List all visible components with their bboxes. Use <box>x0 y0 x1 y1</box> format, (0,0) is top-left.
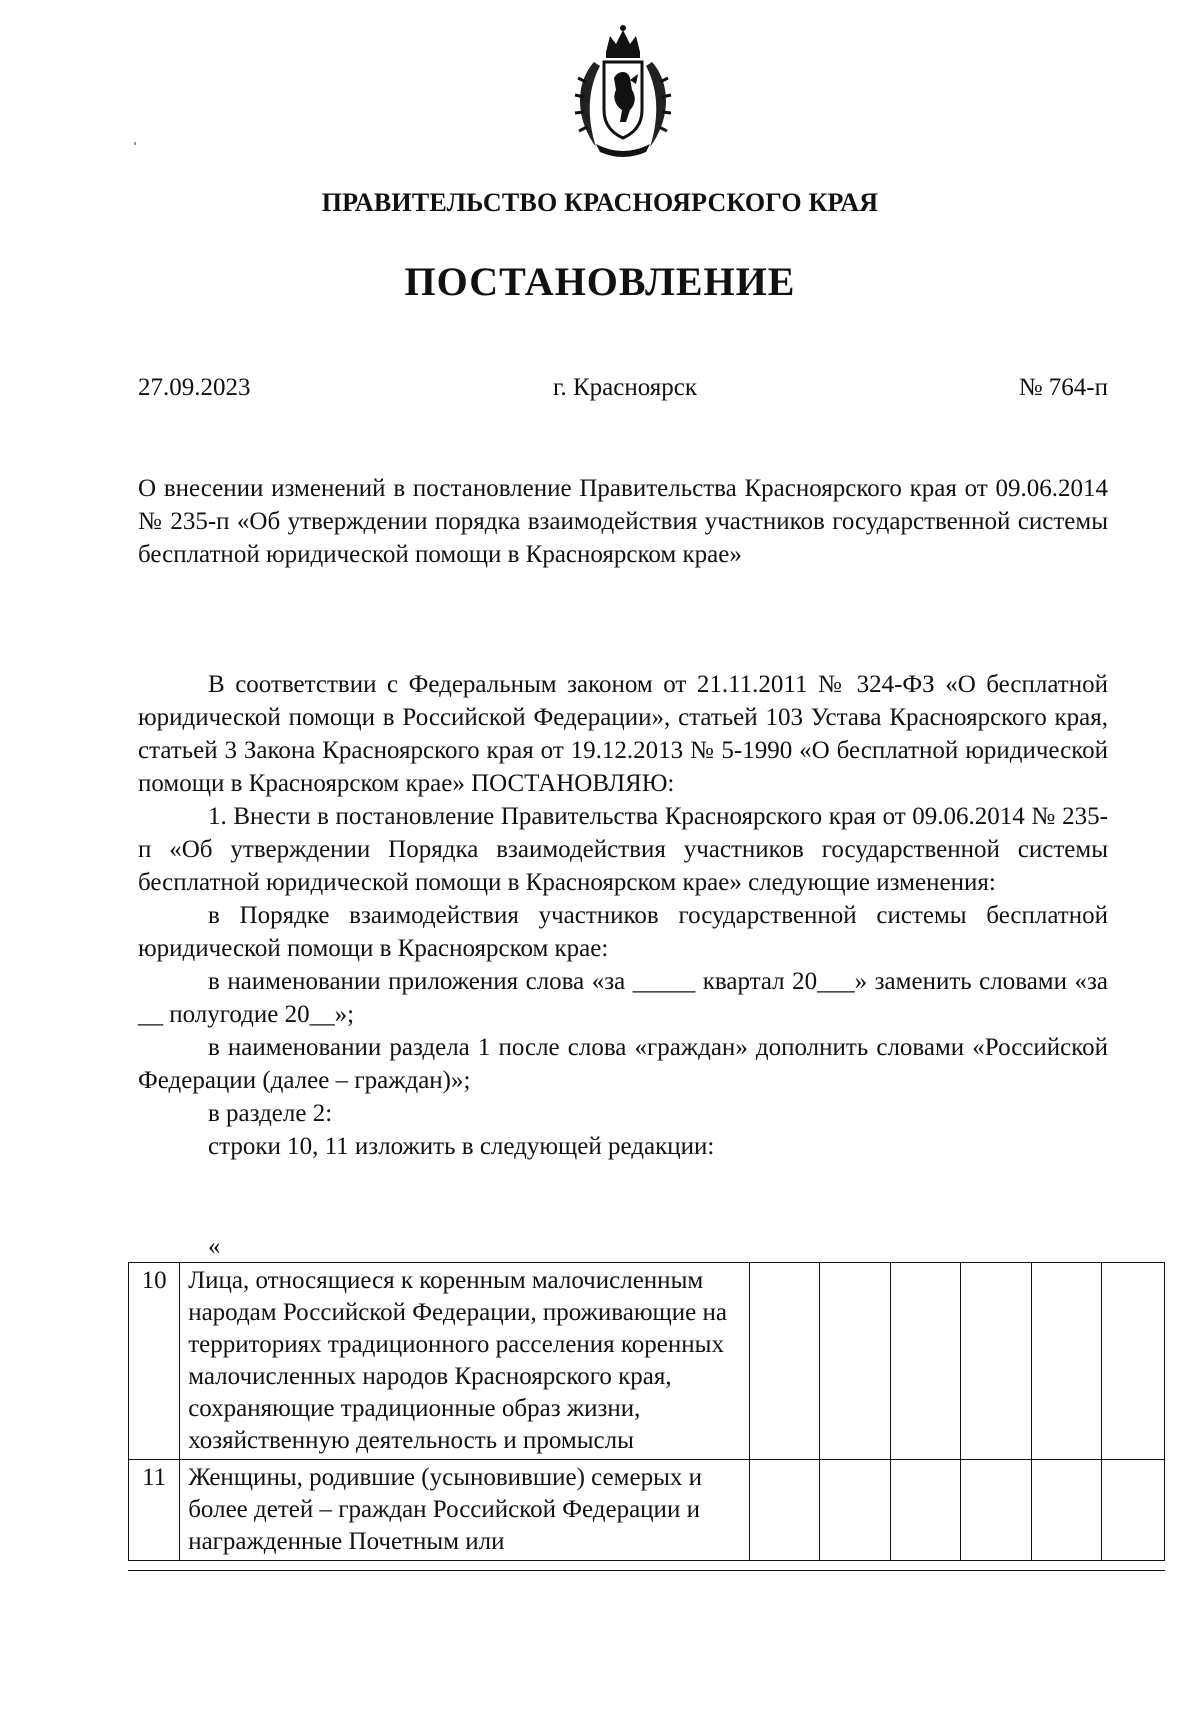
document-body <box>138 668 1108 1163</box>
row-number-cell: 10 <box>129 1263 180 1460</box>
section-2-heading-paragraph: в разделе 2: <box>208 1100 333 1127</box>
coat-of-arms-emblem <box>566 22 680 158</box>
empty-value-cell <box>961 1263 1031 1460</box>
scan-artifact <box>134 142 136 145</box>
empty-value-cell <box>1031 1263 1101 1460</box>
empty-value-cell <box>749 1263 819 1460</box>
table-row <box>129 1460 1165 1561</box>
document-type-title: ПОСТАНОВЛЕНИЕ <box>404 259 796 304</box>
empty-value-cell <box>961 1460 1031 1561</box>
empty-value-cell <box>820 1460 890 1561</box>
table-row <box>129 1263 1165 1460</box>
clause-1-paragraph: 1. Внести в постановление Правительства Красноярского края от 09.06.2014 № 235-п «Об утверждении Порядка взаимодействия участников государственной системы бесплатной юридической помощи в Красноярском крае» следующие изменения: <box>138 803 1108 896</box>
amendment-appendix-title-paragraph: в наименовании приложения слова «за _____ квартал 20___» заменить словами «за __ полугодие 20__»; <box>138 968 1108 1028</box>
replacement-rows-table <box>128 1262 1165 1561</box>
row-number-cell: 11 <box>129 1460 180 1561</box>
amendment-scope-paragraph: в Порядке взаимодействия участников государственной системы бесплатной юридической помощи в Красноярском крае: <box>138 902 1108 962</box>
empty-value-cell <box>820 1263 890 1460</box>
table-cut-line <box>128 1570 1165 1571</box>
empty-value-cell <box>1031 1460 1101 1561</box>
empty-value-cell <box>890 1460 960 1561</box>
empty-value-cell <box>890 1263 960 1460</box>
row-category-cell: Лица, относящиеся к коренным малочисленным народам Российской Федерации, проживающие на территориях традиционного расселения коренных малочисленных народов Красноярского края, сохраняющие традиционные образ жизни, хозяйственную деятельность и промыслы <box>180 1263 750 1460</box>
organization-name: ПРАВИТЕЛЬСТВО КРАСНОЯРСКОГО КРАЯ <box>321 188 879 217</box>
preamble-paragraph: В соответствии с Федеральным законом от 21.11.2011 № 324-ФЗ «О бесплатной юридической помощи в Российской Федерации», статьей 103 Устава Красноярского края, статьей 3 Закона Красноярского края от 19.12.2013 № 5-1990 «О бесплатной юридической помощи в Красноярском крае» ПОСТАНОВЛЯЮ: <box>138 671 1108 797</box>
amendment-section-1-paragraph: в наименовании раздела 1 после слова «граждан» дополнить словами «Российской Федерации (далее – граждан)»; <box>138 1034 1108 1094</box>
empty-value-cell <box>1101 1263 1164 1460</box>
opening-quote-mark: « <box>208 1233 221 1260</box>
page-bottom-margin <box>0 1572 1200 1716</box>
document-date: 27.09.2023 <box>138 374 251 401</box>
empty-value-cell <box>1101 1460 1164 1561</box>
row-category-cell: Женщины, родившие (усыновившие) семерых и более детей – граждан Российской Федерации и награжденные Почетным или <box>180 1460 750 1561</box>
document-city: г. Красноярск <box>553 374 697 401</box>
document-number: № 764-п <box>1018 374 1108 401</box>
empty-value-cell <box>749 1460 819 1561</box>
document-subject: О внесении изменений в постановление Правительства Красноярского края от 09.06.2014 № 235-п «Об утверждении порядка взаимодействия участников государственной системы бесплатной юридической помощи в Красноярском крае» <box>138 475 1108 568</box>
rows-replacement-paragraph: строки 10, 11 изложить в следующей редакции: <box>208 1133 715 1160</box>
